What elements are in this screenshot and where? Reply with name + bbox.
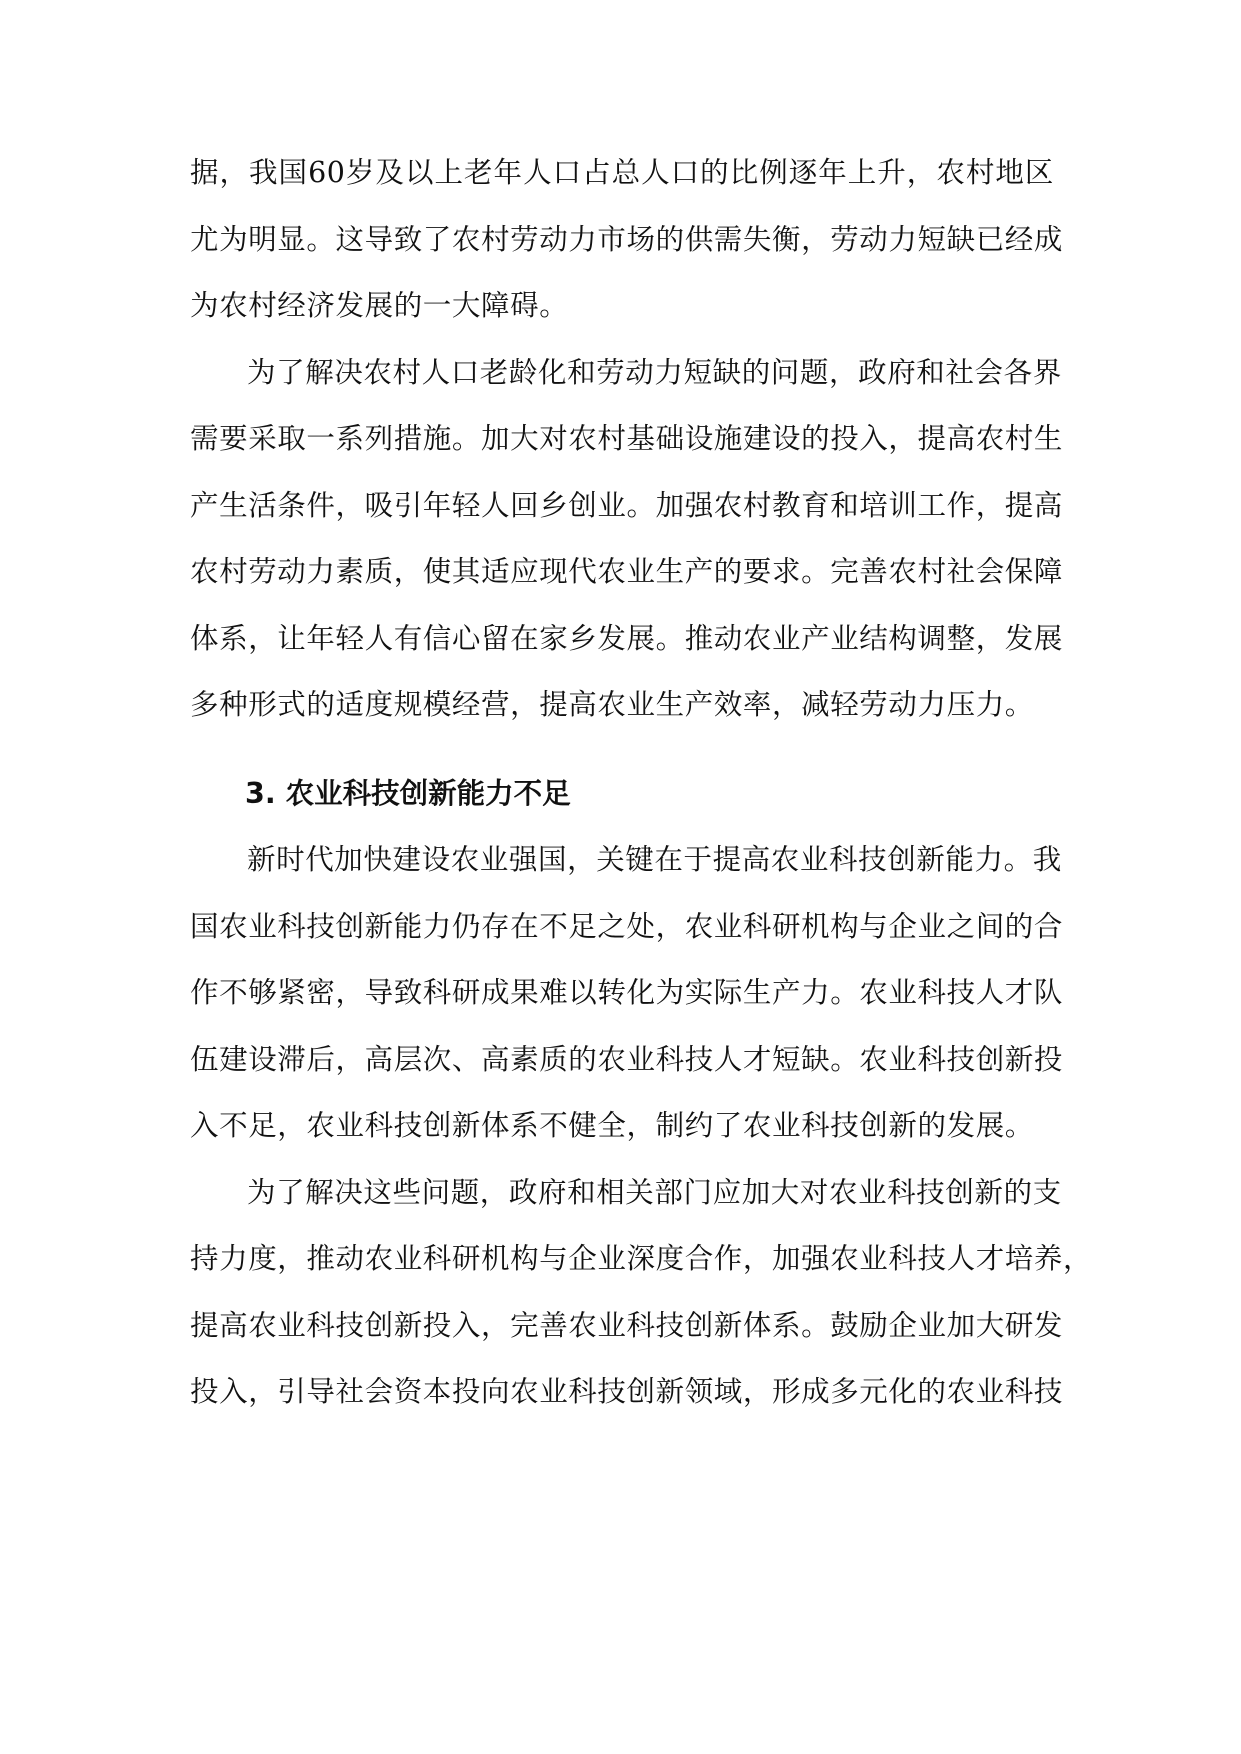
paragraph-aging-measures bbox=[190, 340, 1064, 739]
text-line: 尤为明显。这导致了农村劳动力市场的供需失衡，劳动力短缺已经成 bbox=[190, 222, 1064, 256]
text-line: 持力度，推动农业科研机构与企业深度合作，加强农业科技人才培养， bbox=[190, 1242, 1093, 1275]
text-line: 提高农业科技创新投入，完善农业科技创新体系。鼓励企业加大研发 bbox=[190, 1308, 1064, 1342]
section-title: 农业科技创新能力不足 bbox=[285, 776, 571, 810]
text-line: 体系，让年轻人有信心留在家乡发展。推动农业产业结构调整，发展 bbox=[190, 621, 1064, 655]
document-page bbox=[190, 140, 1093, 1426]
text-line: 为了解决农村人口老龄化和劳动力短缺的问题，政府和社会各界 bbox=[247, 355, 1062, 389]
text-line: 据，我国60岁及以上老年人口占总人口的比例逐年上升，农村地区 bbox=[190, 156, 1054, 189]
text-line: 产生活条件，吸引年轻人回乡创业。加强农村教育和培训工作，提高 bbox=[190, 488, 1064, 522]
text-line: 需要采取一系列措施。加大对农村基础设施建设的投入，提高农村生 bbox=[190, 422, 1064, 455]
text-line: 多种形式的适度规模经营，提高农业生产效率，减轻劳动力压力。 bbox=[190, 688, 1034, 721]
section-spacer bbox=[190, 739, 1054, 761]
text-line: 为农村经济发展的一大障碍。 bbox=[190, 289, 569, 322]
paragraph-tech-solutions bbox=[190, 1160, 1093, 1426]
text-line: 入不足，农业科技创新体系不健全，制约了农业科技创新的发展。 bbox=[190, 1109, 1034, 1142]
paragraph-tech-problems bbox=[190, 827, 1064, 1160]
text-line: 伍建设滞后，高层次、高素质的农业科技人才短缺。农业科技创新投 bbox=[190, 1042, 1064, 1076]
text-line: 国农业科技创新能力仍存在不足之处，农业科研机构与企业之间的合 bbox=[190, 909, 1064, 943]
section-number: 3. bbox=[245, 776, 276, 810]
text-line: 作不够紧密，导致科研成果难以转化为实际生产力。农业科技人才队 bbox=[190, 976, 1064, 1009]
text-line: 投入，引导社会资本投向农业科技创新领域，形成多元化的农业科技 bbox=[190, 1375, 1064, 1408]
text-line: 新时代加快建设农业强国，关键在于提高农业科技创新能力。我 bbox=[247, 843, 1062, 876]
text-line: 农村劳动力素质，使其适应现代农业生产的要求。完善农村社会保障 bbox=[190, 555, 1064, 588]
text-line: 为了解决这些问题，政府和相关部门应加大对农业科技创新的支 bbox=[247, 1175, 1062, 1209]
section-heading bbox=[190, 761, 1054, 828]
paragraph-aging-intro bbox=[190, 140, 1064, 340]
